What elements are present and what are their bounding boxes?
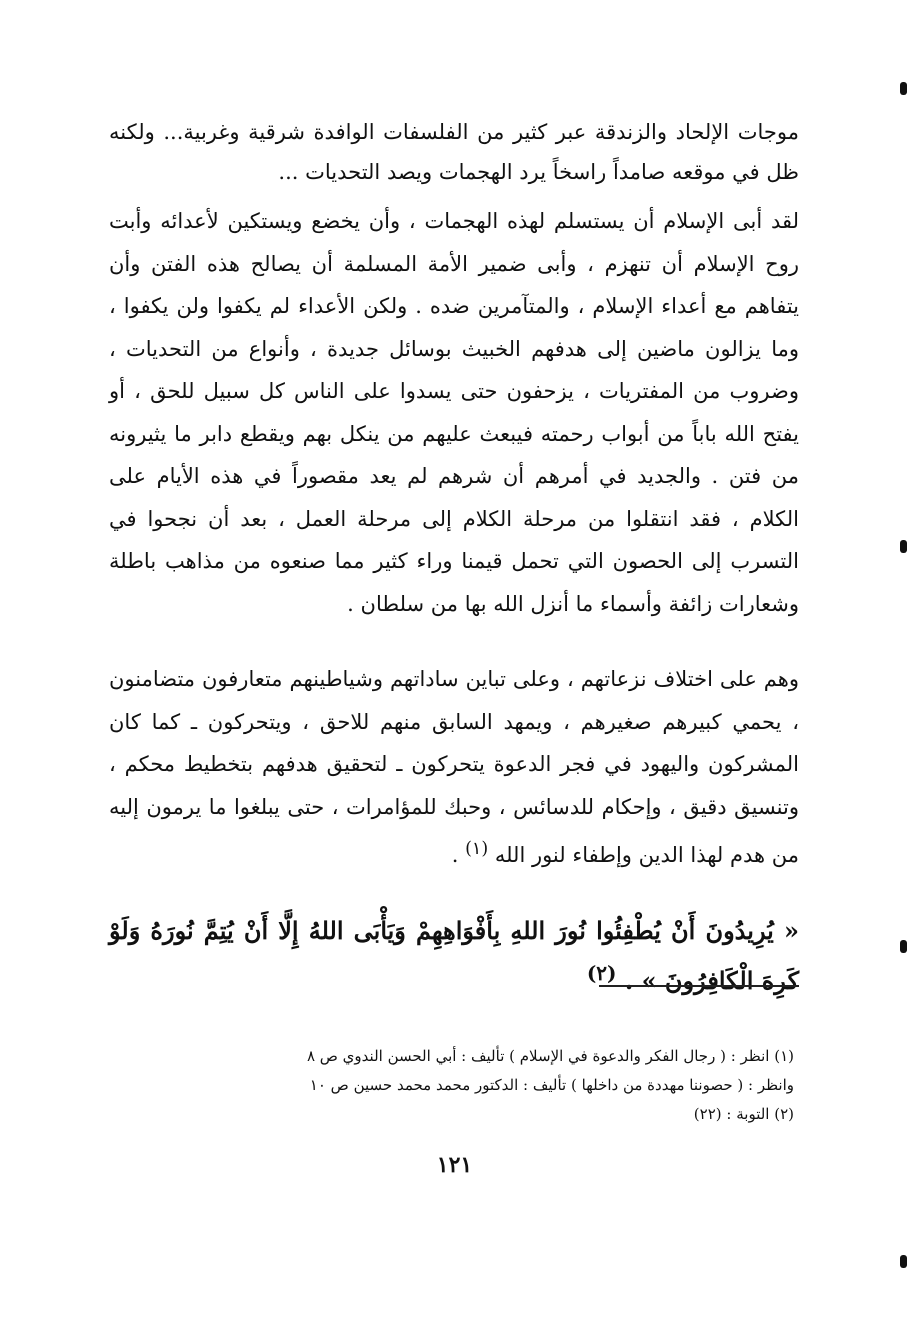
paragraph-text: موجات الإلحاد والزندقة عبر كثير من الفلسفات الوافدة شرقية وغربية... ولكنه ظل في موقعه صامداً راسخاً يرد الهجمات ويصد التحديات ... [109, 120, 799, 184]
quran-verse [109, 910, 799, 1002]
verse-text [109, 910, 799, 1002]
paragraph-text [109, 658, 799, 877]
page-number: ١٢١ [436, 1152, 473, 1178]
footnote-reference: (١) [465, 839, 489, 859]
paragraph-text: لقد أبى الإسلام أن يستسلم لهذه الهجمات ، وأن يخضع ويستكين لأعدائه وأبت روح الإسلام أن تنهزم ، وأبى ضمير الأمة المسلمة أن يصالح هذه الفتن وأن يتفاهم مع أعداء الإسلام ، والمتآمرين ضده . ولكن الأعداء لم يكفوا ولن يكفوا ، وما يزالون ماضين إلى هدفهم الخبيث بوسائل جديدة ، وأنواع من التحديات ، وضروب من المفتريات ، يزحفون حتى يسدوا على الناس كل سبيل للحق ، أو يفتح الله باباً من أبواب رحمته فيبعث عليهم من ينكل بهم ويقطع دابر ما يثيرونه من فتن . والجديد في أمرهم أن شرهم لم يعد مقصوراً في هذه الأيام على الكلام ، فقد انتقلوا من مرحلة الكلام إلى مرحلة العمل ، بعد أن نجحوا في التسرب إلى الحصون التي تحمل قيمنا وراء كثير مما صنعوه من مذاهب باطلة وشعارات زائفة وأسماء ما أنزل الله بها من سلطان . [109, 209, 799, 616]
verse-body: « يُرِيدُونَ أَنْ يُطْفِئُوا نُورَ اللهِ بِأَفْوَاهِهِمْ وَيَأْبَى اللهُ إِلَّا أَنْ يُتِمَّ نُورَهُ وَلَوْ كَرِهَ الْكَافِرُونَ » . [109, 916, 799, 995]
paragraph-conspiracy [109, 658, 799, 877]
footnote-item: وانظر : ( حصوننا مهددة من داخلها ) تأليف : الدكتور محمد محمد حسين ص ١٠ [309, 1076, 794, 1094]
footnotes [194, 1042, 794, 1129]
page-edge-mark [900, 1255, 907, 1268]
paragraph-end: . [451, 843, 466, 867]
footnote-item: (٢) التوبة : (٢٢) [693, 1105, 794, 1123]
paragraph-continuation [109, 112, 799, 192]
page-edge-mark [900, 940, 907, 953]
page-edge-mark [900, 82, 907, 95]
paragraph-main [109, 200, 799, 625]
footnote-item: (١) انظر : ( رجال الفكر والدعوة في الإسلام ) تأليف : أبي الحسن الندوي ص ٨ [306, 1047, 794, 1065]
footnote-divider [599, 985, 799, 987]
paragraph-body: وهم على اختلاف نزعاتهم ، وعلى تباين ساداتهم وشياطينهم متعارفون متضامنون ، يحمي كبيرهم صغيرهم ، ويمهد السابق منهم للاحق ، ويتحركون ـ كما كان المشركون واليهود في فجر الدعوة يتحركون ـ لتحقيق هدفهم بتخطيط محكم ، وتنسيق دقيق ، وإحكام للدسائس ، وحبك للمؤامرات ، حتى يبلغوا ما يرمون إليه من هدم لهذا الدين وإطفاء لنور الله [109, 667, 799, 867]
footnote-reference: (٢) [586, 961, 617, 985]
page-edge-mark [900, 540, 907, 553]
